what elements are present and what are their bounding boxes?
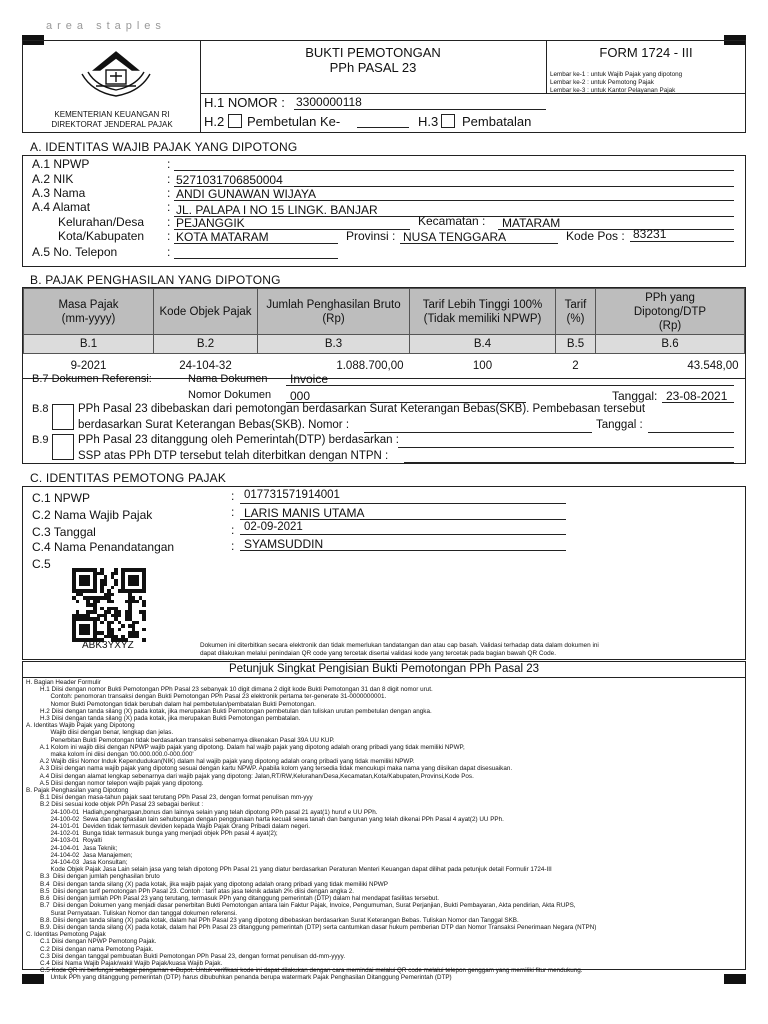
colon: : — [167, 215, 171, 229]
nomor-dokumen-label: Nomor Dokumen — [188, 389, 272, 401]
a4-alamat[interactable]: JL. PALAPA I NO 15 LINGK. BANJAR — [176, 203, 378, 217]
qr-code — [72, 568, 146, 642]
doc-title: BUKTI PEMOTONGAN — [305, 45, 441, 60]
b9-label: B.9 — [32, 434, 49, 446]
nama-dokumen-value[interactable]: Invoice — [290, 372, 329, 386]
cell-tarif-lebih[interactable]: 100 — [472, 359, 493, 372]
colon: : — [167, 200, 171, 214]
b9-ntpn-field[interactable] — [404, 462, 734, 463]
code-b1: B.1 — [24, 335, 154, 354]
c1-npwp[interactable]: 017731571914001 — [244, 489, 340, 501]
code-b3: B.3 — [258, 335, 410, 354]
code-b6: B.6 — [596, 335, 745, 354]
electronic-note: Dokumen ini diterbitkan secara elektronik dan tidak memerlukan tandatangan dan atau cap basah. Validasi terhadap data dalam dokumen ini dapat dilakukan melalui penindaian QR code yang tercetak disertai validasi kode yang tercetak pada bagian bawah QR Code. — [200, 642, 599, 657]
cell-tarif[interactable]: 2 — [572, 359, 579, 372]
doc-subtitle: PPh PASAL 23 — [329, 60, 417, 75]
b9-text-2: SSP atas PPh DTP tersebut telah diterbitkan dengan NTPN : — [78, 450, 389, 462]
code-b2: B.2 — [154, 335, 258, 354]
colon: : — [167, 245, 171, 259]
colon: : — [231, 489, 235, 503]
a2-label: A.2 NIK — [32, 172, 74, 186]
kodepos-label: Kode Pos : — [566, 229, 625, 243]
nama-dokumen-label: Nama Dokumen — [188, 373, 268, 385]
b8-tanggal-label: Tanggal : — [596, 419, 643, 431]
b8-checkbox[interactable] — [52, 404, 74, 430]
cell-pph[interactable]: 43.548,00 — [687, 359, 739, 372]
provinsi-label: Provinsi : — [346, 229, 396, 243]
a5-label: A.5 No. Telepon — [32, 245, 118, 259]
b8-text-2: berdasarkan Surat Keterangan Bebas(SKB). Nomor : — [78, 419, 350, 431]
b9-text-1: PPh Pasal 23 ditanggung oleh Pemerintah(DTP) berdasarkan : — [78, 434, 399, 446]
colon: : — [231, 523, 235, 537]
col-pph: PPh yang Dipotong/DTP (Rp) — [596, 289, 745, 335]
pph-table — [22, 287, 746, 379]
c3-tanggal[interactable]: 02-09-2021 — [244, 521, 303, 533]
section-b-title: B. PAJAK PENGHASILAN YANG DIPOTONG — [30, 273, 281, 287]
tanggal-dok-label: Tanggal: — [612, 389, 658, 403]
b8-label: B.8 — [32, 403, 49, 415]
c3-label: C.3 Tanggal — [32, 525, 96, 539]
colon: : — [167, 157, 171, 171]
c4-penandatangan[interactable]: SYAMSUDDIN — [244, 537, 324, 551]
petunjuk-title: Petunjuk Singkat Pengisian Bukti Pemotongan PPh Pasal 23 — [228, 663, 540, 675]
colon: : — [167, 229, 171, 243]
h3-checkbox[interactable] — [441, 114, 455, 128]
a5-telepon-field[interactable] — [174, 258, 338, 259]
lembar-2: Lembar ke-2 : untuk Pemotong Pajak — [550, 79, 654, 86]
a1-npwp-field[interactable] — [174, 170, 734, 171]
h2-text: Pembetulan Ke- — [247, 114, 341, 129]
h2-label: H.2 — [204, 114, 225, 129]
cell-masa[interactable]: 9-2021 — [70, 359, 107, 372]
kelurahan-value[interactable]: PEJANGGIK — [176, 216, 245, 230]
h2-checkbox[interactable] — [228, 114, 242, 128]
table-header-row — [24, 289, 745, 335]
cell-bruto[interactable]: 1.088.700,00 — [336, 359, 404, 372]
c2-nama[interactable]: LARIS MANIS UTAMA — [244, 506, 365, 520]
cell-kode[interactable]: 24-104-32 — [179, 359, 232, 372]
provinsi-value[interactable]: NUSA TENGGARA — [403, 230, 507, 244]
watermark-text: area staples — [46, 20, 166, 32]
nomor-dokumen-value[interactable]: 000 — [290, 389, 311, 403]
c2-label: C.2 Nama Wajib Pajak — [32, 508, 153, 522]
lembar-3: Lembar ke-3 : untuk Kantor Pelayanan Pajak — [550, 87, 676, 94]
form-number: FORM 1724 - III — [599, 45, 693, 60]
code-b5: B.5 — [556, 335, 596, 354]
a4-label: A.4 Alamat — [32, 200, 91, 214]
directorate-name: DIREKTORAT JENDERAL PAJAK — [51, 119, 173, 129]
ministry-name: KEMENTERIAN KEUANGAN RI — [54, 110, 170, 119]
kodepos-value[interactable]: 83231 — [633, 227, 667, 241]
petunjuk-text: H. Bagian Header Formulir H.1 Diisi dengan nomor Bukti Pemotongan PPh Pasal 23 sebanyak 10 digit dimana 2 digit kode Bukti Pemotongan 31 dan 8 digit nomor urut. Contoh: penomoran transaksi dengan Bukti Pemotongan PPh Pasal 23 elektronik pertama ter-generate 31-0000000001. Nomor Bukti Pemotongan tidak berubah dalam hal pembetulan/pembatalan Bukti Pemotongan. H.2 Diisi dengan tanda silang (X) pada kotak, jika merupakan Bukti Pemotongan pembetulan dan tuliskan urutan pembetulan dengan angka. H.3 Diisi dengan tanda silang (X) pada kotak, jika merupakan Bukti Pemotongan pembatalan. A. Identitas Wajib Pajak yang Dipotong Wajib diisi dengan benar, lengkap dan jelas. Penerbitan Bukti Pemotongan tidak berdasarkan transaksi sebenarnya dikenakan Pasal 39A UU KUP. A.1 Kolom ini wajib diisi dengan NPWP wajib pajak yang dipotong. Dalam hal wajib pajak yang dipotong adalah orang pribadi yang tidak memiliki NPWP, maka kolom ini diisi dengan '00.000.000.0-000.000' A.2 Wajib diisi Nomor Induk Kependudukan(NIK) dalam hal wajib pajak yang dipotong adalah orang pribadi yang tidak memiliki NPWP. A.3 Diisi dengan nama wajib pajak yang dipotong sesuai dengan kartu NPWP. Apabila kolom yang tersedia tidak mencukupi maka nama yang diisikan dapat disesuaikan. A.4 Diisi dengan alamat lengkap sebenarnya dari wajib pajak yang dipotong: Jalan,RT/RW,Kelurahan/Desa,Kecamatan,Kota/Kabupaten,Provinsi,Kode Pos. A.5 Diisi dengan nomor telepon wajib pajak yang dipotong. B. Pajak Penghasilan yang Dipotong B.1 Diisi dengan masa-tahun pajak saat terutang PPh Pasal 23, dengan format penulisan mm-yyy B.2 Diisi sesuai kode objek PPh Pasal 23 sebagai berikut : 24-100-01 Hadiah,penghargaan,bonus dan lainnya selain yang telah dipotong PPh pasal 21 ayat(1) huruf e UU PPh. 24-100-02 Sewa dan penghasilan lain sehubungan dengan penggunaan harta kecuali sewa tanah dan bangunan yang telah dikenai PPh Pasal 4 ayat(2) UU PPh. 24-101-01 Deviden tidak termasuk deviden kepada Wajib Pajak Orang Pribadi dalam negeri. 24-102-01 Bunga tidak termasuk bunga yang menjadi objek PPh pasal 4 ayat(2); 24-103-01 Royalti 24-104-01 Jasa Teknik; 24-104-02 Jasa Manajemen; 24-104-03 Jasa Konsultan; Kode Objek Pajak Jasa Lain selain jasa yang telah dipotong PPh Pasal 21 yang diatur berdasarkan Peraturan Menteri Keuangan dapat dilihat pada petunjuk detail Formulir 1724-III B.3 Diisi dengan jumlah penghasilan bruto B.4 Diisi dengan tanda silang (X) pada kotak, jika wajib pajak yang dipotong adalah orang pribadi yang tidak memiliki NPWP B.5 Diisi dengan tarif pemotongan PPh Pasal 23. Contoh : tarif atas jasa teknik adalah 2% diisi dengan angka 2. B.6 Diisi dengan jumlah PPh Pasal 23 yang terutang, termasuk PPh yang ditanggung pemerintah (DTP) dalam hal mendapat fasilitas tersebut. B.7 Diisi dengan Dokumen yang menjadi dasar penerbitan Bukti Pemotongan antara lain Faktur Pajak, Invoice, Pengumuman, Surat Perjanjian, Bukti Pembayaran, Akta pendirian, Akta RUPS, Surat Pernyataan. Tuliskan Nomor dan tanggal dokumen referensi. B.8. Diisi dengan tanda silang (X) pada kotak, dalam hal PPh Pasal 23 yang dipotong dibebaskan berdasarkan Surat Keterangan Bebas. Tuliskan Nomor dan Tanggal SKB. B.9. Diisi dengan tanda silang (X) pada kotak, dalam hal PPh Pasal 23 ditanggung pemerintah (DTP) serta cantumkan dasar hukum pemberian DTP dan Nomor Transaksi Penerimaan Negara (NTPN) C. Identitas Pemotong Pajak C.1 Diisi dengan NPWP Pemotong Pajak. C.2 Diisi dengan nama Pemotong Pajak. C.3 Diisi dengan tanggal pembuatan Bukti Pemotongan PPh Pasal 23, dengan format penulisan dd-mm-yyyy. C.4 Diisi Nama Wajib Pajak/wakil Wajib Pajak/kuasa Wajib Pajak. C.5 Kode QR ini berfungsi sebagai pengaman e-Bupot. Untuk verifikasi kode ini dapat dilakukan dengan cara memindai melalui QR code melalui telepon genggam yang memiliki fitur mendukung. Untuk PPh yang ditanggung pemerintah (DTP) harus dibubuhkan penanda berupa watermark Pajak Penghasilan Ditanggung Pemerintah (DTP) — [26, 679, 597, 982]
h1-label: H.1 NOMOR : — [204, 95, 285, 110]
c1-label: C.1 NPWP — [32, 491, 91, 505]
tanggal-dok-value[interactable]: 23-08-2021 — [666, 389, 728, 403]
b8-text-1: PPh Pasal 23 dibebaskan dari pemotongan berdasarkan Surat Keterangan Bebas(SKB). Pembebasan tersebut — [78, 403, 646, 415]
a2-nik[interactable]: 5271031706850004 — [176, 173, 283, 187]
h2-revision-field[interactable] — [357, 127, 409, 128]
a3-nama[interactable]: ANDI GUNAWAN WIJAYA — [176, 187, 317, 201]
section-a-title: A. IDENTITAS WAJIB PAJAK YANG DIPOTONG — [30, 140, 298, 154]
colon: : — [167, 186, 171, 200]
c5-label: C.5 — [32, 557, 51, 571]
colon: : — [167, 172, 171, 186]
section-c-title: C. IDENTITAS PEMOTONG PAJAK — [30, 471, 227, 485]
b8-tanggal-field[interactable] — [648, 432, 734, 433]
a3-label: A.3 Nama — [32, 186, 86, 200]
a1-label: A.1 NPWP — [32, 157, 90, 171]
colon: : — [231, 505, 235, 519]
b9-checkbox[interactable] — [52, 434, 74, 460]
c4-label: C.4 Nama Penandatangan — [32, 540, 175, 554]
kecamatan-value[interactable]: MATARAM — [502, 216, 561, 230]
h1-value[interactable]: 3300000118 — [296, 95, 362, 109]
qr-caption: ABK3YXYZ — [82, 640, 134, 651]
section-a-frame — [22, 155, 746, 267]
kota-value[interactable]: KOTA MATARAM — [176, 230, 269, 244]
h3-label: H.3 — [418, 114, 439, 129]
table-code-row — [24, 335, 745, 354]
col-kode-objek: Kode Objek Pajak — [154, 289, 258, 335]
h3-text: Pembatalan — [462, 114, 532, 129]
kemenkeu-logo — [72, 48, 160, 102]
code-b4: B.4 — [410, 335, 556, 354]
b8-skb-number-field[interactable] — [364, 432, 592, 433]
b9-dasar-field[interactable] — [398, 447, 734, 448]
kecamatan-label: Kecamatan : — [418, 214, 486, 228]
lembar-1: Lembar ke-1 : untuk Wajib Pajak yang dipotong — [550, 71, 683, 78]
colon: : — [231, 539, 235, 553]
kelurahan-label: Kelurahan/Desa — [58, 215, 145, 229]
col-tarif-lebih: Tarif Lebih Tinggi 100% (Tidak memiliki NPWP) — [410, 289, 556, 335]
col-bruto: Jumlah Penghasilan Bruto (Rp) — [258, 289, 410, 335]
kota-label: Kota/Kabupaten — [58, 229, 145, 243]
col-masa-pajak: Masa Pajak (mm-yyyy) — [24, 289, 154, 335]
col-tarif: Tarif (%) — [556, 289, 596, 335]
b7-label: B.7 Dokumen Referensi: — [32, 373, 152, 385]
